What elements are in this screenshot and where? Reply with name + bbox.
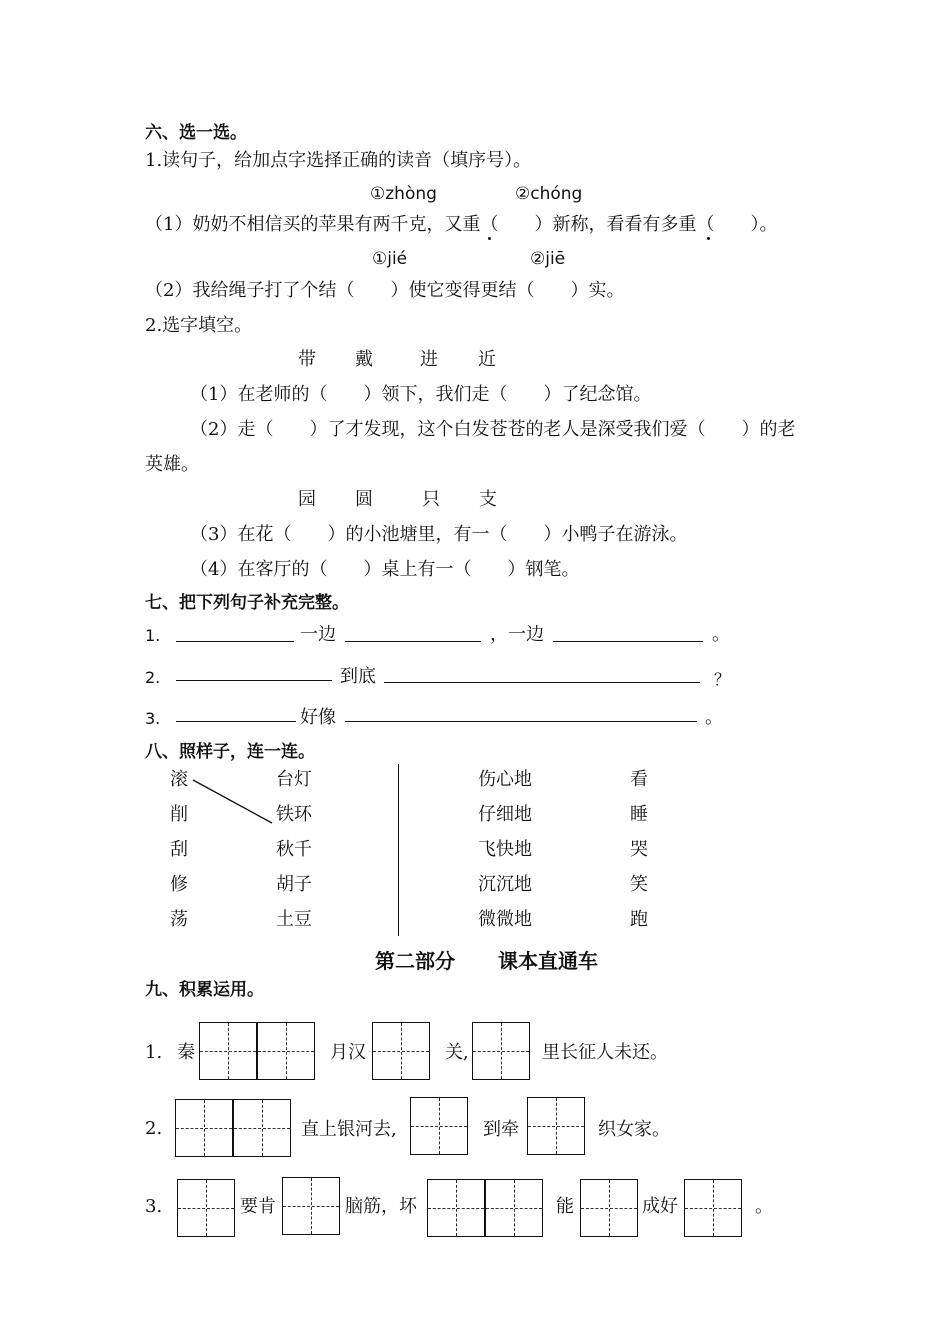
fill-sentence-2: （2）走（ ）了才发现，这个白发苍苍的老人是深受我们爱（ ）的老 (190, 419, 796, 440)
row-word: 一边 (300, 624, 336, 645)
verb[interactable]: 滚 (170, 769, 188, 790)
action[interactable]: 睡 (630, 804, 648, 825)
row-word: 到底 (340, 666, 376, 687)
answer-blank[interactable] (345, 641, 481, 642)
fill-sentence-2-cont: 英雄。 (145, 454, 199, 475)
action[interactable]: 笑 (630, 874, 648, 895)
row-end: 。 (705, 707, 723, 728)
fill-sentence-3: （3）在花（ ）的小池塘里，有一（ ）小鸭子在游泳。 (190, 524, 688, 545)
dotted-char: 重 (678, 214, 697, 235)
noun[interactable]: 台灯 (276, 769, 312, 790)
poem-text: 秦 (177, 1042, 195, 1063)
answer-blank[interactable] (345, 721, 697, 722)
row-number: 3. (145, 709, 161, 728)
row-word: ，一边 (490, 624, 544, 645)
q1-title: 1.读句子，给加点字选择正确的读音（填序号）。 (145, 150, 532, 171)
column-divider (398, 764, 399, 936)
row-number: 1. (145, 626, 161, 645)
choice-char: 只 (422, 489, 440, 510)
verb[interactable]: 削 (170, 804, 188, 825)
line-number: 1. (145, 1042, 163, 1063)
pinyin-option-1a: ①zhòng (370, 184, 437, 204)
part2-subtitle: 课本直通车 (498, 949, 598, 973)
poem-text: 里长征人未还。 (542, 1042, 668, 1063)
verb[interactable]: 修 (170, 874, 188, 895)
row-word: 好像 (300, 707, 336, 728)
emphasis-dot (707, 237, 710, 240)
choice-char: 戴 (355, 349, 373, 370)
noun[interactable]: 胡子 (276, 874, 312, 895)
poem-text: 脑筋，坏 (345, 1196, 417, 1217)
section6-title: 六、选一选。 (145, 123, 247, 143)
poem-text: 。 (755, 1196, 773, 1217)
sentence-2: （2）我给绳子打了个结（ ）使它变得更结（ ）实。 (145, 280, 625, 301)
poem-text: 成好 (642, 1196, 678, 1217)
fill-sentence-1: （1）在老师的（ ）领下，我们走（ ）了纪念馆。 (190, 384, 652, 405)
tianzige-cell[interactable] (257, 1022, 315, 1080)
line-number: 2. (145, 1118, 163, 1139)
poem-text: 要肯 (240, 1196, 276, 1217)
action[interactable]: 哭 (630, 839, 648, 860)
noun[interactable]: 秋千 (276, 839, 312, 860)
row-number: 2. (145, 668, 161, 687)
adverb[interactable]: 伤心地 (478, 769, 532, 790)
tianzige-cell[interactable] (410, 1097, 468, 1155)
choice-char: 支 (479, 489, 497, 510)
choice-char: 带 (298, 349, 316, 370)
choice-char: 近 (478, 349, 496, 370)
row-end: 。 (712, 624, 730, 645)
section8-title: 八、照样子，连一连。 (145, 742, 315, 762)
action[interactable]: 看 (630, 769, 648, 790)
tianzige-cell[interactable] (282, 1177, 340, 1235)
line-number: 3. (145, 1196, 163, 1217)
sentence-1: （1）奶奶不相信买的苹果有两千克，又重（ ）新称，看看有多重（ ）。 (145, 214, 778, 235)
verb[interactable]: 荡 (170, 909, 188, 930)
answer-blank[interactable] (176, 641, 294, 642)
adverb[interactable]: 沉沉地 (478, 874, 532, 895)
choice-char: 进 (420, 349, 438, 370)
poem-text: 到牵 (483, 1119, 519, 1140)
section7-title: 七、把下列句子补充完整。 (145, 593, 349, 613)
fill-sentence-4: （4）在客厅的（ ）桌上有一（ ）钢笔。 (190, 559, 580, 580)
verb[interactable]: 刮 (170, 839, 188, 860)
adverb[interactable]: 飞快地 (478, 839, 532, 860)
row-end: ？ (714, 670, 731, 689)
q2-title: 2.选字填空。 (145, 315, 253, 336)
part2-title: 第二部分 (375, 949, 455, 973)
tianzige-cell[interactable] (199, 1022, 257, 1080)
action[interactable]: 跑 (630, 909, 648, 930)
poem-text: 能 (556, 1196, 574, 1217)
tianzige-cell[interactable] (684, 1179, 742, 1237)
pinyin-option-2a: ①jié (372, 249, 408, 269)
adverb[interactable]: 微微地 (478, 909, 532, 930)
poem-text: 关, (445, 1042, 469, 1063)
noun[interactable]: 土豆 (276, 909, 312, 930)
tianzige-cell[interactable] (177, 1179, 235, 1237)
poem-text: 直上银河去, (301, 1119, 397, 1140)
answer-blank[interactable] (176, 721, 296, 722)
pinyin-option-1b: ②chóng (515, 184, 583, 204)
tianzige-cell[interactable] (175, 1099, 233, 1157)
adverb[interactable]: 仔细地 (478, 804, 532, 825)
answer-blank[interactable] (553, 641, 703, 642)
tianzige-cell[interactable] (472, 1022, 530, 1080)
tianzige-cell[interactable] (233, 1099, 291, 1157)
example-connector-line (190, 770, 280, 830)
emphasis-dot (488, 237, 491, 240)
noun[interactable]: 铁环 (276, 804, 312, 825)
tianzige-cell[interactable] (527, 1097, 585, 1155)
dotted-char: 重 (462, 214, 481, 235)
section9-title: 九、积累运用。 (145, 980, 264, 1000)
pinyin-option-2b: ②jiē (530, 249, 566, 269)
poem-text: 月汉 (330, 1042, 366, 1063)
choice-char: 圆 (355, 489, 373, 510)
tianzige-cell[interactable] (372, 1022, 430, 1080)
answer-blank[interactable] (176, 680, 332, 681)
choice-char: 园 (298, 489, 316, 510)
poem-text: 织女家。 (598, 1119, 670, 1140)
tianzige-cell[interactable] (580, 1179, 638, 1237)
answer-blank[interactable] (384, 682, 700, 683)
tianzige-cell[interactable] (427, 1179, 485, 1237)
tianzige-cell[interactable] (485, 1179, 543, 1237)
